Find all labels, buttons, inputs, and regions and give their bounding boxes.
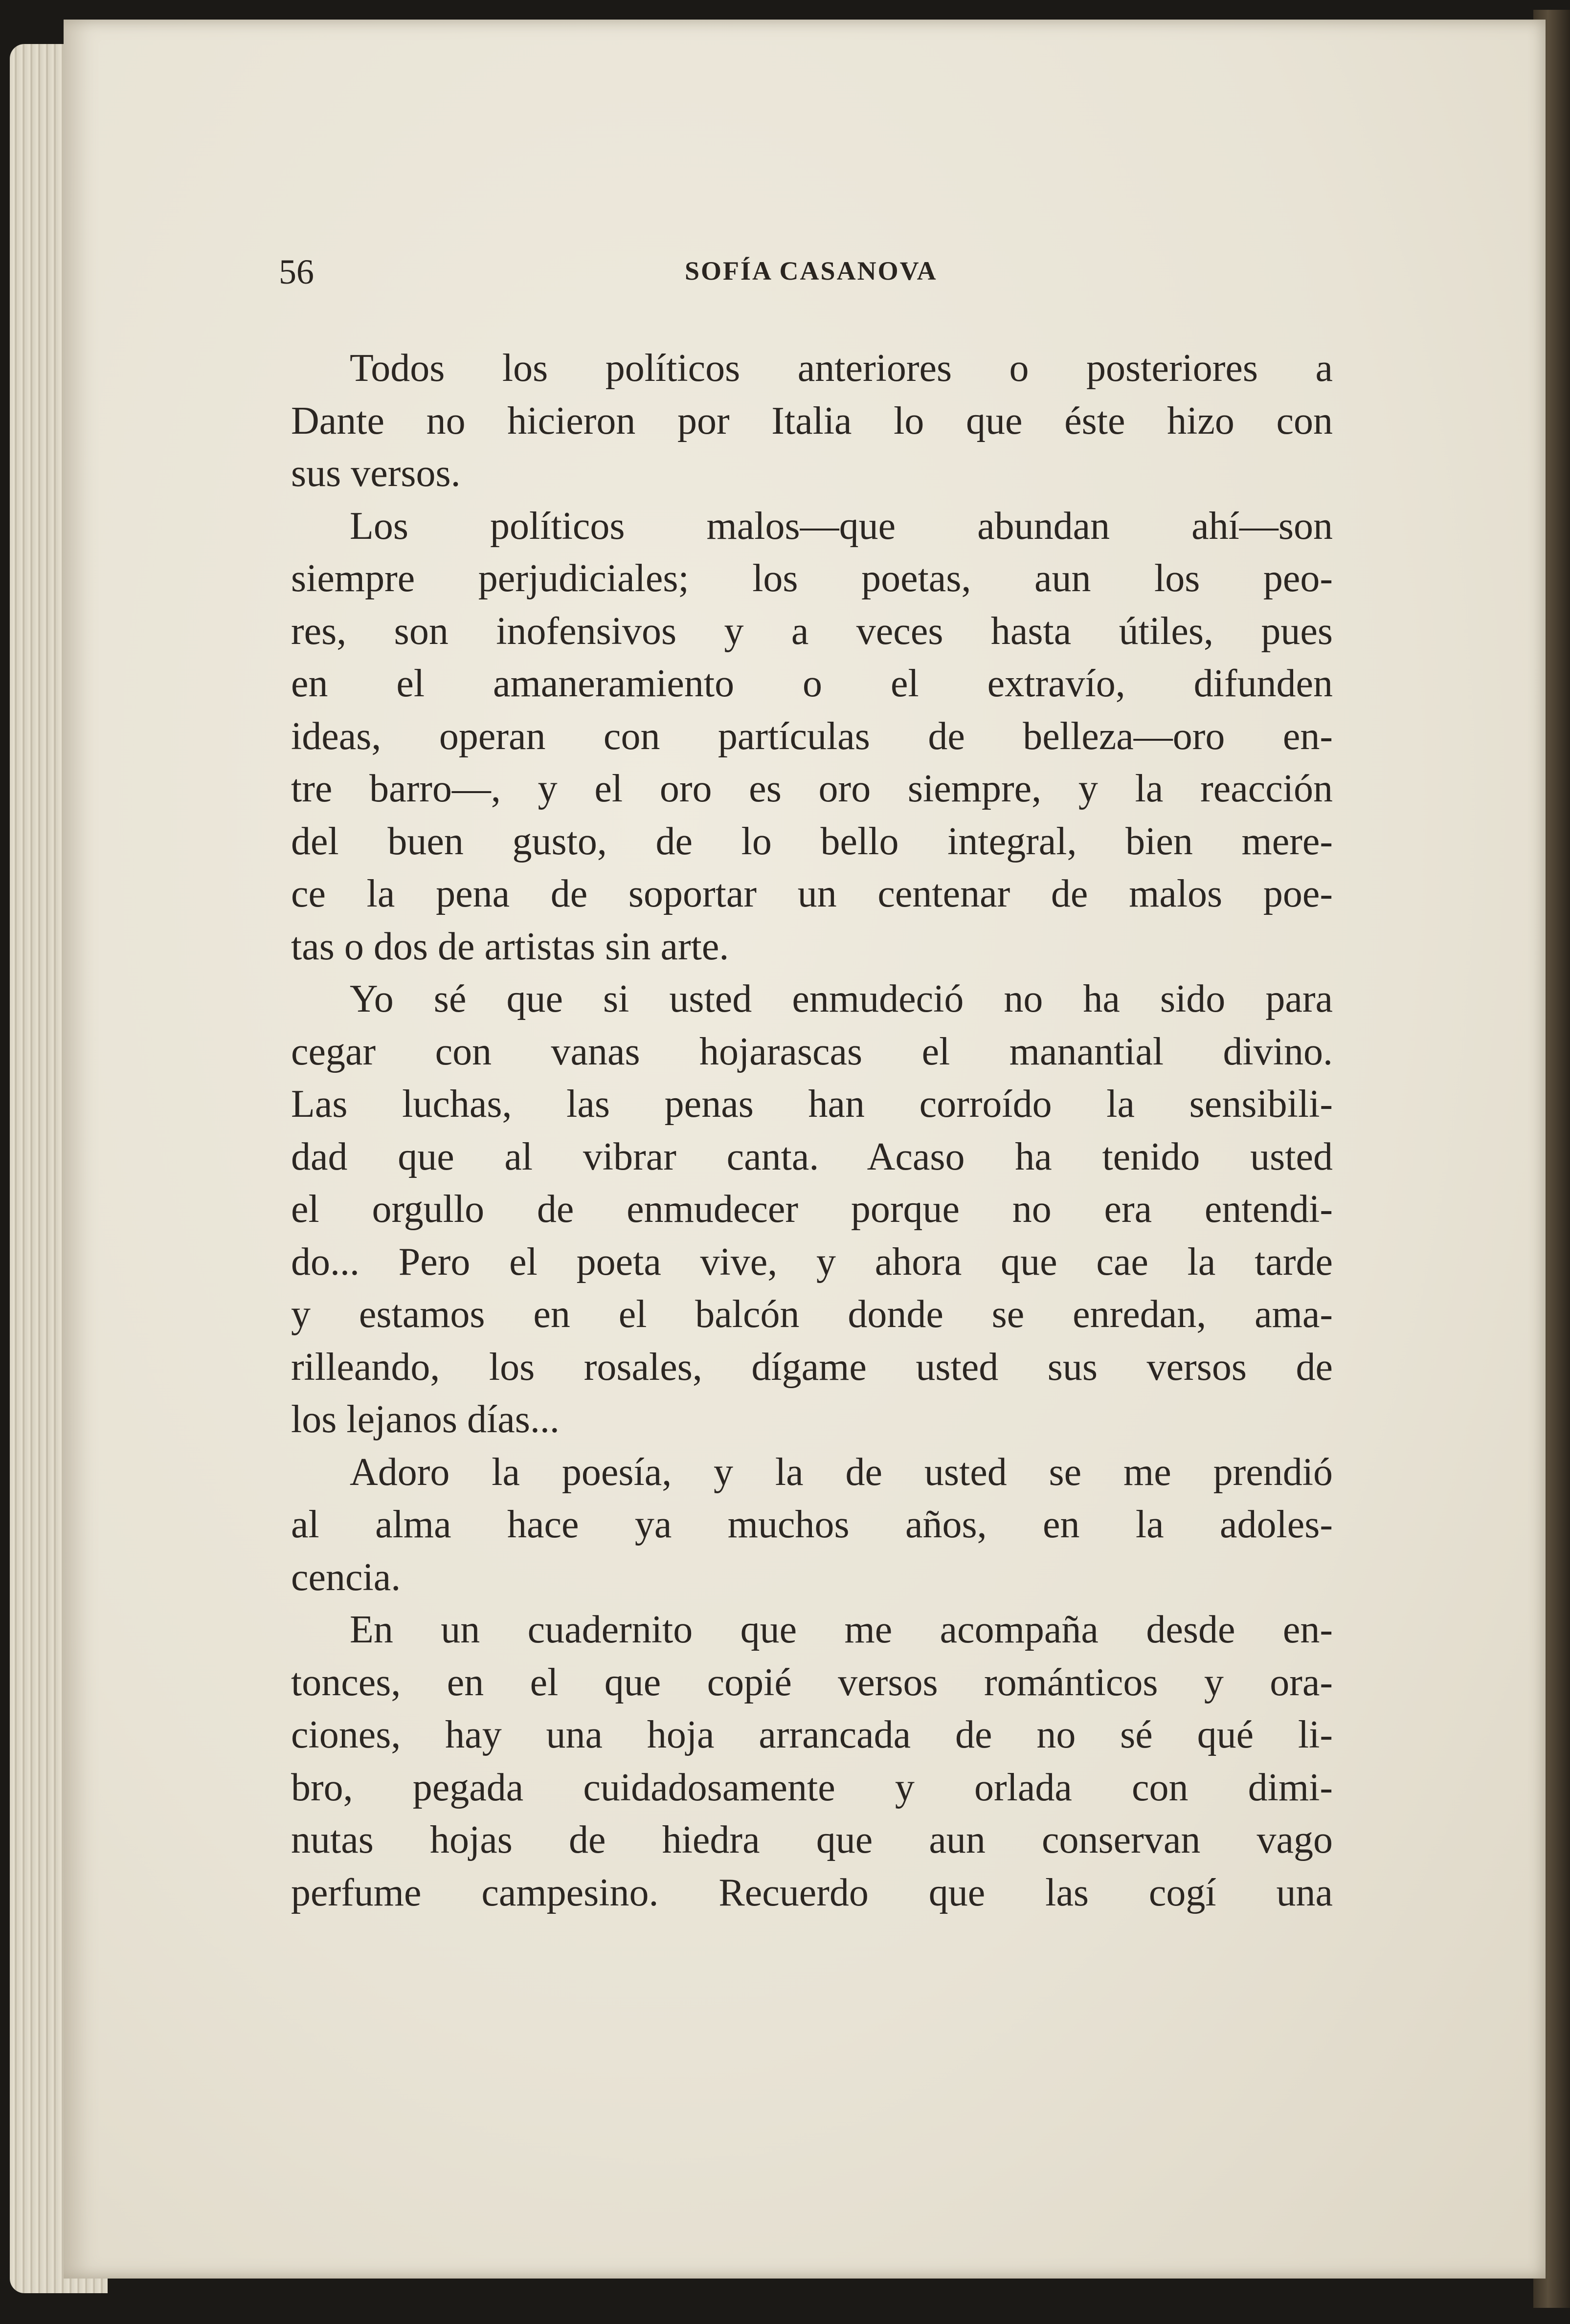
text-line: cencia.	[291, 1555, 401, 1599]
text-line: dad que al vibrar canta. Acaso ha tenido usted	[291, 1135, 1333, 1178]
text-line: tonces, en el que copié versos románticos y ora-	[291, 1660, 1333, 1704]
running-title: SOFÍA CASANOVA	[685, 256, 938, 286]
text-line: ce la pena de soportar un centenar de malos poe-	[291, 872, 1333, 915]
paragraph-4	[291, 1446, 1333, 1604]
text-line: al alma hace ya muchos años, en la adoles-	[291, 1503, 1333, 1546]
body-text	[291, 342, 1333, 1919]
text-line: en el amaneramiento o el extravío, difunden	[291, 662, 1333, 705]
text-line: los lejanos días...	[291, 1398, 560, 1441]
text-line: Todos los políticos anteriores o posteriores a	[350, 347, 1333, 390]
text-line: Dante no hicieron por Italia lo que éste hizo con	[291, 399, 1333, 443]
paragraph-5	[291, 1604, 1333, 1919]
text-line: cegar con vanas hojarascas el manantial divino.	[291, 1030, 1333, 1073]
text-line: Las luchas, las penas han corroído la sensibili-	[291, 1083, 1333, 1126]
text-line: Los políticos malos—que abundan ahí—son	[350, 504, 1333, 548]
paragraph-1	[291, 342, 1333, 500]
text-line: Yo sé que si usted enmudeció no ha sido para	[350, 977, 1333, 1020]
page-header	[279, 252, 993, 301]
paragraph-2	[291, 500, 1333, 974]
text-line: sus versos.	[291, 452, 461, 495]
page-number: 56	[279, 252, 314, 291]
text-line: y estamos en el balcón donde se enredan, ama-	[291, 1293, 1333, 1336]
text-line: nutas hojas de hiedra que aun conservan vago	[291, 1818, 1333, 1861]
text-line: ciones, hay una hoja arrancada de no sé qué li-	[291, 1713, 1333, 1756]
paragraph-3	[291, 973, 1333, 1446]
text-line: Adoro la poesía, y la de usted se me prendió	[350, 1450, 1333, 1494]
text-line: En un cuadernito que me acompaña desde en-	[350, 1608, 1333, 1651]
text-line: do... Pero el poeta vive, y ahora que cae la tarde	[291, 1240, 1333, 1284]
text-line: tre barro—, y el oro es oro siempre, y la reacción	[291, 767, 1333, 810]
text-line: del buen gusto, de lo bello integral, bien mere-	[291, 819, 1333, 863]
text-line: res, son inofensivos y a veces hasta útiles, pues	[291, 609, 1333, 653]
text-line: tas o dos de artistas sin arte.	[291, 925, 729, 968]
text-line: el orgullo de enmudecer porque no era entendi-	[291, 1188, 1333, 1231]
text-line: ideas, operan con partículas de belleza—oro en-	[291, 714, 1333, 758]
text-line: bro, pegada cuidadosamente y orlada con dimi-	[291, 1766, 1333, 1809]
text-line: rilleando, los rosales, dígame usted sus versos de	[291, 1345, 1333, 1389]
text-line: siempre perjudiciales; los poetas, aun los peo-	[291, 557, 1333, 600]
text-line: perfume campesino. Recuerdo que las cogí una	[291, 1871, 1333, 1914]
